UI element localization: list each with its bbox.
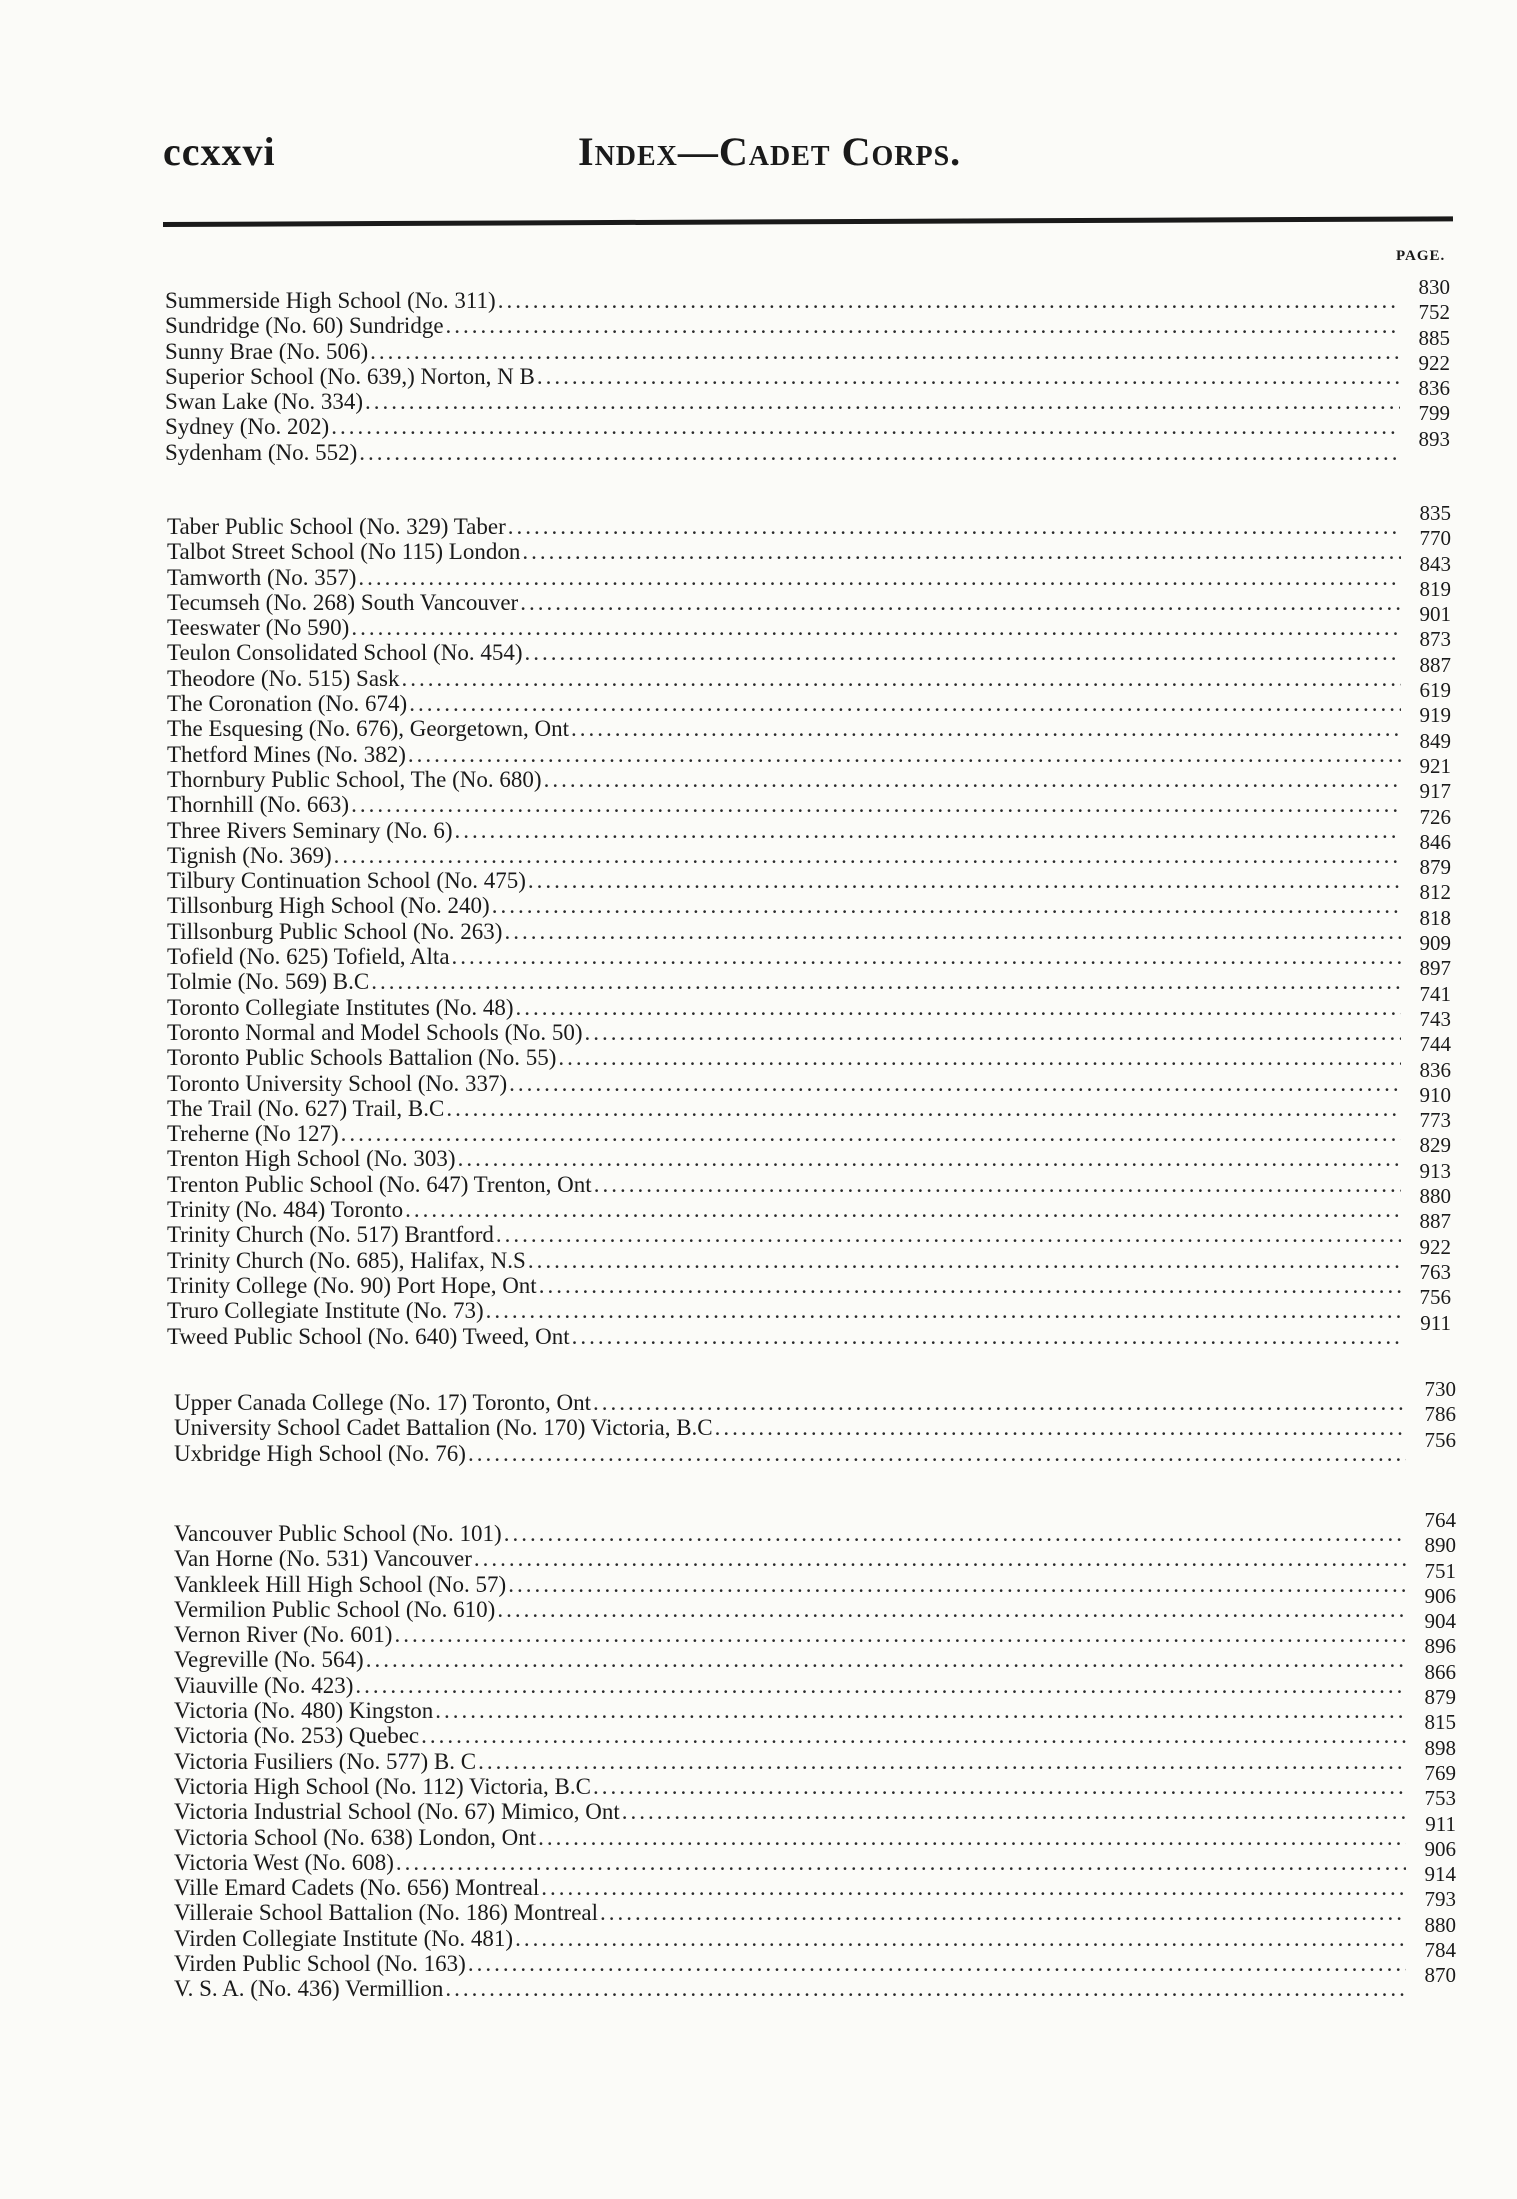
dot-leader bbox=[496, 1222, 1401, 1247]
entry-name: V. S. A. (No. 436) Vermillion bbox=[174, 1976, 444, 2002]
dot-leader bbox=[522, 539, 1401, 564]
header-rule bbox=[163, 216, 1453, 227]
entry-page-number: 887 bbox=[1419, 1209, 1451, 1234]
dot-leader bbox=[572, 1324, 1401, 1349]
entry-name: Victoria (No. 253) Quebec bbox=[174, 1723, 420, 1749]
entry-page-number: 887 bbox=[1419, 652, 1451, 677]
dot-leader bbox=[509, 1071, 1401, 1096]
dot-leader bbox=[468, 1951, 1406, 1976]
entry-page-number: 906 bbox=[1424, 1836, 1456, 1861]
entry-name: Toronto Normal and Model Schools (No. 50) bbox=[167, 1019, 583, 1045]
entry-name: Vegreville (No. 564) bbox=[174, 1647, 364, 1673]
entry-name: Victoria Fusiliers (No. 577) B. C bbox=[174, 1748, 477, 1774]
entry-page-number: 619 bbox=[1419, 678, 1451, 703]
entry-name: Tweed Public School (No. 640) Tweed, Ont bbox=[167, 1323, 570, 1349]
entry-name: Theodore (No. 515) Sask bbox=[167, 665, 400, 691]
dot-leader bbox=[541, 1875, 1406, 1900]
dot-leader bbox=[365, 389, 1400, 414]
entry-name: Toronto Collegiate Institutes (No. 48) bbox=[167, 994, 514, 1020]
dot-leader bbox=[458, 1146, 1401, 1171]
entry-name: Viauville (No. 423) bbox=[174, 1672, 354, 1698]
entry-page-number: 896 bbox=[1424, 1634, 1456, 1659]
entry-page-number: 880 bbox=[1419, 1184, 1451, 1209]
entry-name: Thornhill (No. 663) bbox=[167, 792, 350, 818]
entry-page-number: 726 bbox=[1419, 804, 1451, 829]
entry-name: Uxbridge High School (No. 76) bbox=[174, 1440, 466, 1466]
dot-leader bbox=[525, 640, 1402, 665]
entry-name: Sydney (No. 202) bbox=[165, 414, 330, 440]
dot-leader bbox=[508, 514, 1401, 539]
entry-name: Vernon River (No. 601) bbox=[174, 1622, 393, 1648]
dot-leader bbox=[538, 1825, 1406, 1850]
entry-page-number: 793 bbox=[1424, 1887, 1456, 1912]
entry-page-number: 885 bbox=[1418, 325, 1450, 350]
entry-name: Trinity College (No. 90) Port Hope, Ont bbox=[167, 1272, 537, 1298]
entry-page-number: 898 bbox=[1424, 1735, 1456, 1760]
dot-leader bbox=[468, 1441, 1406, 1466]
dot-leader bbox=[492, 893, 1401, 918]
entry-name: Van Horne (No. 531) Vancouver bbox=[174, 1546, 472, 1572]
dot-leader bbox=[405, 1197, 1401, 1222]
dot-leader bbox=[478, 1749, 1406, 1774]
entry-page-number: 830 bbox=[1418, 275, 1450, 299]
entry-page-number: 818 bbox=[1419, 905, 1451, 930]
entry-name: Sunny Brae (No. 506) bbox=[165, 338, 369, 364]
dot-leader bbox=[537, 364, 1400, 389]
entry-name: Treherne (No 127) bbox=[167, 1121, 339, 1147]
entry-name: Tamworth (No. 357) bbox=[167, 564, 357, 590]
index-entry bbox=[165, 275, 1450, 313]
dot-leader bbox=[351, 615, 1401, 640]
dot-leader bbox=[370, 339, 1400, 364]
dot-leader bbox=[409, 691, 1401, 716]
entry-page-number: 909 bbox=[1419, 931, 1451, 956]
index-entry bbox=[167, 501, 1451, 539]
entry-page-number: 849 bbox=[1419, 728, 1451, 753]
entry-name: Thetford Mines (No. 382) bbox=[167, 741, 406, 767]
entry-page-number: 812 bbox=[1419, 880, 1451, 905]
dot-leader bbox=[334, 843, 1401, 868]
dot-leader bbox=[408, 742, 1401, 767]
dot-leader bbox=[600, 1900, 1406, 1925]
entry-page-number: 897 bbox=[1419, 956, 1451, 981]
entry-name: University School Cadet Battalion (No. 170) Victoria, B.C bbox=[174, 1415, 713, 1441]
entry-name: Three Rivers Seminary (No. 6) bbox=[167, 817, 453, 843]
entry-page-number: 919 bbox=[1419, 703, 1451, 728]
entry-name: The Coronation (No. 674) bbox=[167, 691, 408, 717]
index-section-t bbox=[167, 501, 1451, 1349]
entry-page-number: 786 bbox=[1424, 1402, 1456, 1427]
entry-page-number: 921 bbox=[1419, 753, 1451, 778]
entry-name: Vermilion Public School (No. 610) bbox=[174, 1596, 496, 1622]
entry-name: Victoria Industrial School (No. 67) Mimico, Ont bbox=[174, 1799, 620, 1825]
dot-leader bbox=[715, 1415, 1406, 1440]
entry-name: Talbot Street School (No 115) London bbox=[167, 539, 521, 565]
entry-page-number: 815 bbox=[1424, 1710, 1456, 1735]
entry-page-number: 835 bbox=[1419, 501, 1451, 525]
entry-name: Victoria (No. 480) Kingston bbox=[174, 1698, 434, 1724]
dot-leader bbox=[452, 944, 1401, 969]
entry-page-number: 773 bbox=[1419, 1108, 1451, 1133]
dot-leader bbox=[359, 440, 1400, 465]
entry-page-number: 911 bbox=[1420, 1310, 1451, 1335]
entry-name: Teeswater (No 590) bbox=[167, 615, 350, 641]
entry-page-number: 890 bbox=[1424, 1533, 1456, 1558]
entry-name: Thornbury Public School, The (No. 680) bbox=[167, 766, 542, 792]
entry-name: Victoria West (No. 608) bbox=[174, 1849, 394, 1875]
dot-leader bbox=[504, 919, 1401, 944]
dot-leader bbox=[585, 1020, 1401, 1045]
entry-name: Victoria School (No. 638) London, Ont bbox=[174, 1824, 537, 1850]
entry-page-number: 922 bbox=[1418, 350, 1450, 375]
index-section-s bbox=[165, 275, 1450, 465]
entry-page-number: 752 bbox=[1418, 300, 1450, 325]
entry-page-number: 913 bbox=[1419, 1158, 1451, 1183]
entry-name: Tillsonburg Public School (No. 263) bbox=[167, 918, 503, 944]
dot-leader bbox=[516, 995, 1401, 1020]
dot-leader bbox=[366, 1647, 1406, 1672]
dot-leader bbox=[486, 1298, 1401, 1323]
dot-leader bbox=[446, 1096, 1401, 1121]
dot-leader bbox=[594, 1172, 1401, 1197]
entry-name: Taber Public School (No. 329) Taber bbox=[167, 514, 506, 539]
entry-name: Superior School (No. 639,) Norton, N B bbox=[165, 363, 535, 389]
entry-page-number: 829 bbox=[1419, 1133, 1451, 1158]
dot-leader bbox=[539, 1273, 1401, 1298]
entry-page-number: 866 bbox=[1424, 1659, 1456, 1684]
entry-name: Sydenham (No. 552) bbox=[165, 439, 358, 465]
dot-leader bbox=[498, 288, 1400, 313]
page-title: Index—Cadet Corps. bbox=[578, 129, 962, 174]
entry-page-number: 880 bbox=[1424, 1912, 1456, 1937]
entry-name: The Trail (No. 627) Trail, B.C bbox=[167, 1095, 445, 1121]
entry-name: Tofield (No. 625) Tofield, Alta bbox=[167, 944, 450, 970]
entry-name: Villeraie School Battalion (No. 186) Montreal bbox=[174, 1900, 599, 1926]
dot-leader bbox=[446, 313, 1400, 338]
dot-leader bbox=[515, 1926, 1406, 1951]
entry-page-number: 879 bbox=[1424, 1685, 1456, 1710]
entry-name: Tilbury Continuation School (No. 475) bbox=[167, 868, 526, 894]
entry-page-number: 836 bbox=[1419, 1057, 1451, 1082]
entry-page-number: 911 bbox=[1425, 1811, 1456, 1836]
index-section-v bbox=[174, 1508, 1456, 2002]
entry-name: Vancouver Public School (No. 101) bbox=[174, 1521, 502, 1546]
page-number: ccxxvi bbox=[163, 129, 276, 174]
index-entry bbox=[174, 1508, 1456, 1546]
dot-leader bbox=[528, 868, 1401, 893]
entry-page-number: 914 bbox=[1424, 1862, 1456, 1887]
entry-name: Trenton Public School (No. 647) Trenton, Ont bbox=[167, 1171, 592, 1197]
entry-page-number: 836 bbox=[1418, 376, 1450, 401]
entry-name: Sundridge (No. 60) Sundridge bbox=[165, 313, 444, 339]
entry-name: Trinity Church (No. 517) Brantford bbox=[167, 1222, 494, 1248]
entry-page-number: 753 bbox=[1424, 1786, 1456, 1811]
entry-page-number: 744 bbox=[1419, 1032, 1451, 1057]
entry-page-number: 901 bbox=[1419, 602, 1451, 627]
dot-leader bbox=[435, 1698, 1406, 1723]
entry-page-number: 730 bbox=[1424, 1377, 1456, 1401]
page-header bbox=[163, 128, 1463, 178]
entry-name: Vankleek Hill High School (No. 57) bbox=[174, 1571, 507, 1597]
dot-leader bbox=[355, 1673, 1406, 1698]
entry-name: Toronto University School (No. 337) bbox=[167, 1070, 508, 1096]
entry-name: Swan Lake (No. 334) bbox=[165, 389, 364, 415]
entry-name: Tolmie (No. 569) B.C bbox=[167, 969, 370, 995]
dot-leader bbox=[396, 1850, 1406, 1875]
entry-page-number: 763 bbox=[1419, 1259, 1451, 1284]
dot-leader bbox=[504, 1521, 1406, 1546]
dot-leader bbox=[341, 1121, 1401, 1146]
entry-page-number: 751 bbox=[1424, 1558, 1456, 1583]
entry-name: Tillsonburg High School (No. 240) bbox=[167, 893, 490, 919]
entry-page-number: 799 bbox=[1418, 401, 1450, 426]
dot-leader bbox=[474, 1546, 1406, 1571]
dot-leader bbox=[394, 1622, 1406, 1647]
dot-leader bbox=[622, 1799, 1406, 1824]
entry-name: Trenton High School (No. 303) bbox=[167, 1146, 456, 1172]
dot-leader bbox=[528, 1248, 1401, 1273]
entry-page-number: 756 bbox=[1424, 1427, 1456, 1452]
entry-page-number: 917 bbox=[1419, 779, 1451, 804]
index-entry bbox=[174, 1377, 1456, 1415]
entry-name: Virden Collegiate Institute (No. 481) bbox=[174, 1925, 514, 1951]
entry-page-number: 904 bbox=[1424, 1609, 1456, 1634]
entry-name: Teulon Consolidated School (No. 454) bbox=[167, 640, 523, 666]
entry-name: Trinity (No. 484) Toronto bbox=[167, 1197, 404, 1223]
entry-page-number: 906 bbox=[1424, 1583, 1456, 1608]
entry-page-number: 764 bbox=[1424, 1508, 1456, 1532]
entry-page-number: 756 bbox=[1419, 1285, 1451, 1310]
entry-page-number: 922 bbox=[1419, 1234, 1451, 1259]
entry-page-number: 819 bbox=[1419, 576, 1451, 601]
entry-page-number: 910 bbox=[1419, 1082, 1451, 1107]
entry-page-number: 870 bbox=[1424, 1963, 1456, 1988]
dot-leader bbox=[455, 818, 1401, 843]
dot-leader bbox=[371, 969, 1401, 994]
entry-name: Summerside High School (No. 311) bbox=[165, 288, 496, 313]
dot-leader bbox=[508, 1572, 1406, 1597]
dot-leader bbox=[351, 792, 1401, 817]
entry-name: Trinity Church (No. 685), Halifax, N.S bbox=[167, 1247, 526, 1273]
entry-name: Toronto Public Schools Battalion (No. 55) bbox=[167, 1045, 557, 1071]
entry-page-number: 770 bbox=[1419, 526, 1451, 551]
entry-name: Victoria High School (No. 112) Victoria, B.C bbox=[174, 1773, 591, 1799]
dot-leader bbox=[358, 565, 1401, 590]
index-section-u bbox=[174, 1377, 1456, 1466]
entry-page-number: 879 bbox=[1419, 855, 1451, 880]
page-column-label: PAGE. bbox=[1396, 248, 1446, 264]
dot-leader bbox=[497, 1597, 1406, 1622]
dot-leader bbox=[558, 1045, 1401, 1070]
dot-leader bbox=[593, 1774, 1406, 1799]
entry-page-number: 873 bbox=[1419, 627, 1451, 652]
entry-page-number: 846 bbox=[1419, 829, 1451, 854]
entry-name: The Esquesing (No. 676), Georgetown, Ont bbox=[167, 716, 570, 742]
dot-leader bbox=[331, 414, 1400, 439]
entry-page-number: 743 bbox=[1419, 1006, 1451, 1031]
entry-page-number: 893 bbox=[1418, 426, 1450, 451]
dot-leader bbox=[520, 590, 1401, 615]
dot-leader bbox=[544, 767, 1401, 792]
entry-page-number: 769 bbox=[1424, 1760, 1456, 1785]
dot-leader bbox=[421, 1723, 1406, 1748]
entry-name: Truro Collegiate Institute (No. 73) bbox=[167, 1298, 484, 1324]
dot-leader bbox=[402, 666, 1401, 691]
entry-page-number: 784 bbox=[1424, 1938, 1456, 1963]
entry-name: Upper Canada College (No. 17) Toronto, Ont bbox=[174, 1390, 591, 1415]
entry-name: Ville Emard Cadets (No. 656) Montreal bbox=[174, 1875, 540, 1901]
entry-name: Tignish (No. 369) bbox=[167, 842, 332, 868]
entry-name: Virden Public School (No. 163) bbox=[174, 1951, 466, 1977]
entry-page-number: 843 bbox=[1419, 551, 1451, 576]
entry-page-number: 741 bbox=[1419, 981, 1451, 1006]
dot-leader bbox=[445, 1976, 1406, 2001]
dot-leader bbox=[571, 716, 1401, 741]
dot-leader bbox=[593, 1390, 1406, 1415]
entry-name: Tecumseh (No. 268) South Vancouver bbox=[167, 589, 519, 615]
